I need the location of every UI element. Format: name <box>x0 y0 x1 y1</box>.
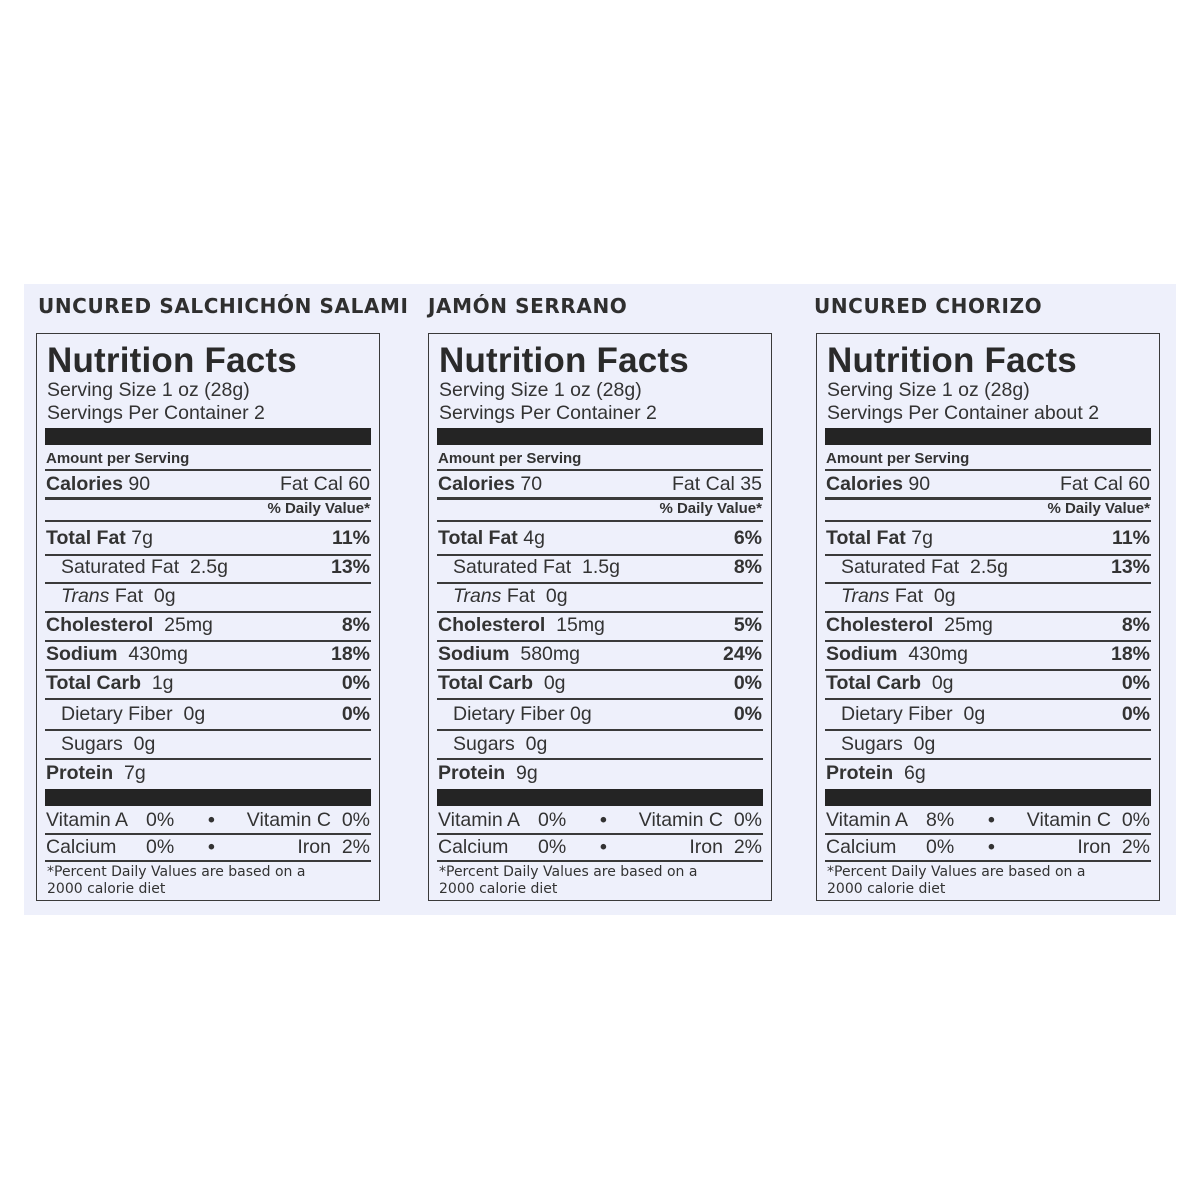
fat-cal-value: 35 <box>740 473 762 495</box>
total-carb-value: 0g <box>931 672 954 694</box>
sodium-row <box>45 643 371 669</box>
total-carb-dv: 0% <box>341 672 370 694</box>
divider <box>45 611 371 613</box>
fat-cal-label: Fat Cal <box>280 473 343 495</box>
total-fat-row <box>437 527 763 553</box>
dietary-fiber-value: 0g <box>963 703 986 725</box>
saturated-fat-row <box>437 556 763 582</box>
saturated-fat-dv: 13% <box>1110 556 1150 578</box>
divider <box>825 611 1151 613</box>
trans-label: Trans <box>61 585 110 607</box>
dietary-fiber-row <box>45 703 371 729</box>
vitamin-a-value: 0% <box>146 809 175 831</box>
calcium-value: 0% <box>926 836 955 858</box>
calcium-value: 0% <box>538 836 567 858</box>
saturated-fat-dv: 13% <box>330 556 370 578</box>
vitamin-c-label: Vitamin C <box>246 809 331 831</box>
calories-value: 70 <box>520 473 543 495</box>
bullet-separator: • <box>988 809 995 831</box>
sugars-value: 0g <box>525 733 548 755</box>
divider <box>825 582 1151 584</box>
product-title: JAMÓN SERRANO <box>428 294 628 318</box>
saturated-fat-dv: 8% <box>733 556 762 578</box>
vitamin-c-value: 0% <box>1121 809 1150 831</box>
trans-fat-value: 0g <box>933 585 956 607</box>
fat-cal-label: Fat Cal <box>1060 473 1123 495</box>
dietary-fiber-label: Dietary Fiber <box>841 703 953 725</box>
sugars-value: 0g <box>913 733 936 755</box>
cholesterol-label: Cholesterol <box>438 614 546 636</box>
minerals-row <box>45 836 371 860</box>
cholesterol-dv: 8% <box>1121 614 1150 636</box>
sugars-value: 0g <box>133 733 156 755</box>
calories-label: Calories <box>46 473 123 495</box>
iron-value: 2% <box>1121 836 1150 858</box>
divider <box>45 833 371 835</box>
protein-value: 7g <box>124 762 146 784</box>
protein-value: 9g <box>516 762 538 784</box>
nutrition-facts-panel <box>36 333 380 901</box>
calcium-label: Calcium <box>826 836 897 858</box>
amount-per-serving: Amount per Serving <box>438 450 582 467</box>
fat-cal-value: 60 <box>1128 473 1150 495</box>
sodium-dv: 18% <box>1110 643 1150 665</box>
saturated-fat-row <box>825 556 1151 582</box>
footnote-line: 2000 calorie diet <box>439 881 558 897</box>
total-carb-row <box>45 672 371 698</box>
sugars-label: Sugars <box>61 733 123 755</box>
total-fat-dv: 11% <box>1112 527 1150 549</box>
divider <box>45 698 371 700</box>
divider <box>45 582 371 584</box>
dietary-fiber-value: 0g <box>570 703 592 725</box>
amount-per-serving: Amount per Serving <box>46 450 190 467</box>
total-carb-dv: 0% <box>733 672 762 694</box>
dietary-fiber-dv: 0% <box>733 703 762 725</box>
saturated-fat-label: Saturated Fat <box>61 556 180 578</box>
dietary-fiber-dv: 0% <box>341 703 370 725</box>
sodium-dv: 18% <box>330 643 370 665</box>
total-fat-row <box>45 527 371 553</box>
total-fat-dv: 6% <box>733 527 762 549</box>
dietary-fiber-value: 0g <box>183 703 206 725</box>
calories-label: Calories <box>826 473 903 495</box>
footnote <box>47 864 305 898</box>
trans-fat-row <box>45 585 371 611</box>
nutrition-facts-panel <box>816 333 1160 901</box>
serving-size: Serving Size 1 oz (28g) <box>47 379 250 401</box>
bullet-separator: • <box>208 836 215 858</box>
trans-fat-row <box>825 585 1151 611</box>
vitamin-c-value: 0% <box>733 809 762 831</box>
cholesterol-dv: 5% <box>733 614 762 636</box>
cholesterol-value: 25mg <box>164 614 213 636</box>
label-panel <box>24 284 1176 915</box>
total-fat-row <box>825 527 1151 553</box>
calories-row <box>45 473 371 499</box>
bullet-separator: • <box>988 836 995 858</box>
footnote-line: 2000 calorie diet <box>827 881 946 897</box>
servings-per-container: Servings Per Container 2 <box>47 402 265 424</box>
iron-label: Iron <box>297 836 331 858</box>
divider <box>825 833 1151 835</box>
sodium-value: 430mg <box>908 643 968 665</box>
sodium-label: Sodium <box>826 643 898 665</box>
divider <box>437 611 763 613</box>
trans-label: Trans <box>841 585 890 607</box>
vitamin-a-label: Vitamin A <box>826 809 909 831</box>
product-title: UNCURED CHORIZO <box>814 294 1043 318</box>
dietary-fiber-row <box>825 703 1151 729</box>
total-carb-label: Total Carb <box>826 672 921 694</box>
trans-fat-value: 0g <box>153 585 176 607</box>
daily-value-header: % Daily Value* <box>267 500 370 517</box>
thick-divider <box>825 789 1151 806</box>
divider <box>825 520 1151 522</box>
sodium-label: Sodium <box>46 643 118 665</box>
fat-label: Fat <box>501 585 535 607</box>
cholesterol-row <box>825 614 1151 640</box>
dietary-fiber-label: Dietary Fiber <box>453 703 565 725</box>
cholesterol-value: 15mg <box>556 614 605 636</box>
calories-row <box>825 473 1151 499</box>
iron-label: Iron <box>1077 836 1111 858</box>
calcium-value: 0% <box>146 836 175 858</box>
calories-value: 90 <box>128 473 151 495</box>
protein-label: Protein <box>826 762 894 784</box>
cholesterol-label: Cholesterol <box>826 614 934 636</box>
nutrition-facts-heading: Nutrition Facts <box>47 341 297 380</box>
protein-label: Protein <box>46 762 114 784</box>
sugars-label: Sugars <box>453 733 515 755</box>
iron-value: 2% <box>733 836 762 858</box>
trans-fat-value: 0g <box>545 585 568 607</box>
sodium-value: 430mg <box>128 643 188 665</box>
divider <box>825 860 1151 862</box>
vitamin-a-label: Vitamin A <box>46 809 129 831</box>
divider <box>45 640 371 642</box>
footnote-line: *Percent Daily Values are based on a <box>827 864 1086 880</box>
total-carb-value: 0g <box>543 672 566 694</box>
divider <box>45 669 371 671</box>
dietary-fiber-label: Dietary Fiber <box>61 703 173 725</box>
total-fat-value: 7g <box>911 527 933 549</box>
saturated-fat-label: Saturated Fat <box>841 556 960 578</box>
cholesterol-label: Cholesterol <box>46 614 154 636</box>
divider <box>437 729 763 731</box>
divider <box>825 669 1151 671</box>
divider <box>825 758 1151 760</box>
vitamin-a-value: 8% <box>926 809 955 831</box>
vitamin-a-label: Vitamin A <box>438 809 521 831</box>
sugars-row <box>825 733 1151 759</box>
divider <box>437 698 763 700</box>
amount-per-serving: Amount per Serving <box>826 450 970 467</box>
divider <box>437 833 763 835</box>
cholesterol-value: 25mg <box>944 614 993 636</box>
fat-label: Fat <box>889 585 923 607</box>
sodium-row <box>825 643 1151 669</box>
divider <box>825 640 1151 642</box>
thick-divider <box>45 428 371 445</box>
divider <box>45 520 371 522</box>
bullet-separator: • <box>208 809 215 831</box>
total-carb-dv: 0% <box>1121 672 1150 694</box>
nutrition-facts-heading: Nutrition Facts <box>827 341 1077 380</box>
divider <box>437 469 763 471</box>
total-fat-label: Total Fat <box>826 527 906 549</box>
fat-cal-value: 60 <box>348 473 370 495</box>
protein-row <box>825 762 1151 788</box>
divider <box>45 860 371 862</box>
trans-fat-row <box>437 585 763 611</box>
saturated-fat-value: 1.5g <box>582 556 620 578</box>
protein-row <box>45 762 371 788</box>
dietary-fiber-row <box>437 703 763 729</box>
sodium-value: 580mg <box>520 643 580 665</box>
serving-size: Serving Size 1 oz (28g) <box>827 379 1030 401</box>
calories-row <box>437 473 763 499</box>
calcium-label: Calcium <box>46 836 117 858</box>
divider <box>825 698 1151 700</box>
cholesterol-row <box>437 614 763 640</box>
footnote <box>439 864 697 898</box>
total-carb-label: Total Carb <box>438 672 533 694</box>
divider <box>45 758 371 760</box>
sugars-row <box>45 733 371 759</box>
footnote-line: *Percent Daily Values are based on a <box>439 864 698 880</box>
iron-value: 2% <box>341 836 370 858</box>
footnote-line: 2000 calorie diet <box>47 881 166 897</box>
trans-label: Trans <box>453 585 502 607</box>
total-carb-value: 1g <box>151 672 174 694</box>
daily-value-header: % Daily Value* <box>659 500 762 517</box>
servings-per-container: Servings Per Container about 2 <box>827 402 1100 424</box>
total-fat-value: 7g <box>131 527 153 549</box>
vitamins-row <box>437 809 763 833</box>
total-fat-label: Total Fat <box>438 527 518 549</box>
divider <box>437 640 763 642</box>
total-fat-label: Total Fat <box>46 527 126 549</box>
nutrition-facts-heading: Nutrition Facts <box>439 341 689 380</box>
vitamin-c-value: 0% <box>341 809 370 831</box>
thick-divider <box>45 789 371 806</box>
nutrition-facts-panel <box>428 333 772 901</box>
saturated-fat-row <box>45 556 371 582</box>
calories-value: 90 <box>908 473 931 495</box>
divider <box>437 582 763 584</box>
divider <box>45 469 371 471</box>
thick-divider <box>825 428 1151 445</box>
fat-cal-label: Fat Cal <box>672 473 735 495</box>
calcium-label: Calcium <box>438 836 509 858</box>
total-carb-row <box>825 672 1151 698</box>
total-fat-value: 4g <box>523 527 545 549</box>
total-carb-label: Total Carb <box>46 672 141 694</box>
minerals-row <box>437 836 763 860</box>
iron-label: Iron <box>689 836 723 858</box>
bullet-separator: • <box>600 809 607 831</box>
vitamin-c-label: Vitamin C <box>638 809 723 831</box>
sugars-label: Sugars <box>841 733 903 755</box>
divider <box>437 758 763 760</box>
divider <box>437 860 763 862</box>
divider <box>45 729 371 731</box>
protein-value: 6g <box>904 762 926 784</box>
divider <box>437 669 763 671</box>
sodium-label: Sodium <box>438 643 510 665</box>
dietary-fiber-dv: 0% <box>1121 703 1150 725</box>
minerals-row <box>825 836 1151 860</box>
saturated-fat-label: Saturated Fat <box>453 556 572 578</box>
cholesterol-dv: 8% <box>341 614 370 636</box>
serving-size: Serving Size 1 oz (28g) <box>439 379 642 401</box>
sugars-row <box>437 733 763 759</box>
vitamins-row <box>825 809 1151 833</box>
total-carb-row <box>437 672 763 698</box>
cholesterol-row <box>45 614 371 640</box>
calories-label: Calories <box>438 473 515 495</box>
bullet-separator: • <box>600 836 607 858</box>
divider <box>825 469 1151 471</box>
fat-label: Fat <box>109 585 143 607</box>
product-title: UNCURED SALCHICHÓN SALAMI <box>38 294 409 318</box>
thick-divider <box>437 789 763 806</box>
saturated-fat-value: 2.5g <box>190 556 228 578</box>
sodium-row <box>437 643 763 669</box>
footnote <box>827 864 1085 898</box>
thick-divider <box>437 428 763 445</box>
daily-value-header: % Daily Value* <box>1047 500 1150 517</box>
protein-row <box>437 762 763 788</box>
divider <box>825 729 1151 731</box>
vitamin-a-value: 0% <box>538 809 567 831</box>
sodium-dv: 24% <box>722 643 762 665</box>
servings-per-container: Servings Per Container 2 <box>439 402 657 424</box>
protein-label: Protein <box>438 762 506 784</box>
vitamin-c-label: Vitamin C <box>1026 809 1111 831</box>
total-fat-dv: 11% <box>332 527 370 549</box>
divider <box>437 520 763 522</box>
vitamins-row <box>45 809 371 833</box>
saturated-fat-value: 2.5g <box>970 556 1008 578</box>
footnote-line: *Percent Daily Values are based on a <box>47 864 306 880</box>
